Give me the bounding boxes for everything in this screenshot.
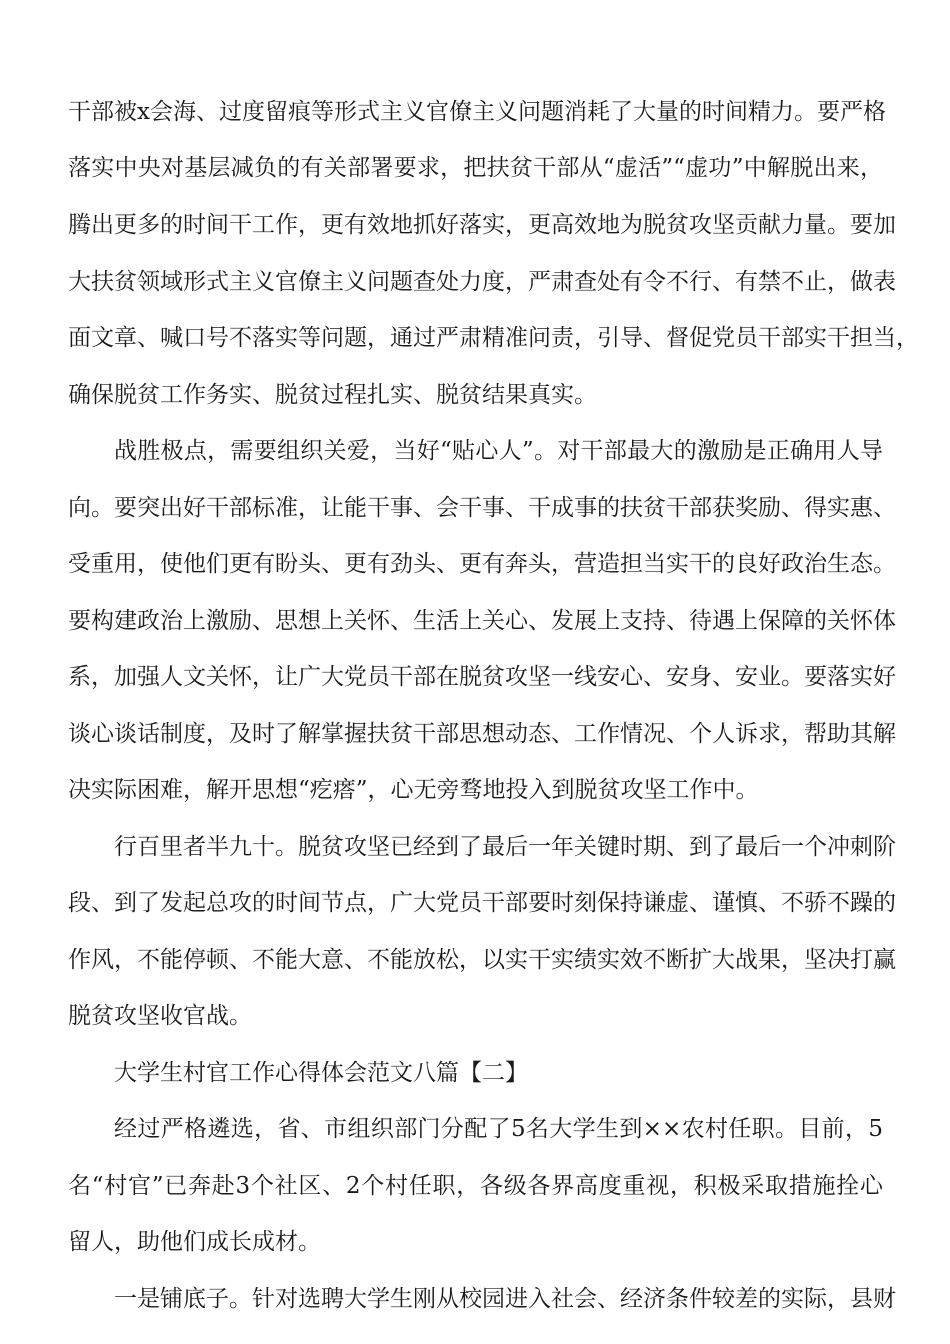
paragraph-2-line-6: 谈心谈话制度，及时了解掌握扶贫干部思想动态、工作情况、个人诉求，帮助其解 bbox=[68, 721, 896, 747]
paragraph-3-line-4: 脱贫攻坚收官战。 bbox=[68, 1003, 252, 1029]
section-heading: 大学生村官工作心得体会范文八篇【二】 bbox=[114, 1060, 528, 1086]
paragraph-4-line-1: 经过严格遴选，省、市组织部门分配了5名大学生到××农村任职。目前，5 bbox=[114, 1116, 883, 1142]
paragraph-2-line-2: 向。要突出好干部标准，让能干事、会干事、干成事的扶贫干部获奖励、得实惠、 bbox=[68, 495, 896, 521]
paragraph-2-line-4: 要构建政治上激励、思想上关怀、生活上关心、发展上支持、待遇上保障的关怀体 bbox=[68, 608, 896, 634]
paragraph-2-line-5: 系，加强人文关怀，让广大党员干部在脱贫攻坚一线安心、安身、安业。要落实好 bbox=[68, 664, 896, 690]
paragraph-5-line-1: 一是铺底子。针对选聘大学生刚从校园进入社会、经济条件较差的实际，县财 bbox=[114, 1286, 896, 1312]
paragraph-3-line-3: 作风，不能停顿、不能大意、不能放松，以实干实绩实效不断扩大战果，坚决打赢 bbox=[68, 947, 896, 973]
paragraph-1-line-1: 干部被x会海、过度留痕等形式主义官僚主义问题消耗了大量的时间精力。要严格 bbox=[68, 99, 886, 125]
paragraph-1-line-5: 面文章、喊口号不落实等问题，通过严肃精准问责，引导、督促党员干部实干担当， bbox=[68, 325, 919, 351]
paragraph-2-line-3: 受重用，使他们更有盼头、更有劲头、更有奔头，营造担当实干的良好政治生态。 bbox=[68, 551, 896, 577]
paragraph-1-line-4: 大扶贫领域形式主义官僚主义问题查处力度，严肃查处有令不行、有禁不止，做表 bbox=[68, 269, 896, 295]
paragraph-2-line-7: 决实际困难，解开思想“疙瘩”，心无旁骛地投入到脱贫攻坚工作中。 bbox=[68, 777, 759, 803]
paragraph-3-line-1: 行百里者半九十。脱贫攻坚已经到了最后一年关键时期、到了最后一个冲刺阶 bbox=[114, 834, 896, 860]
paragraph-4-line-2: 名“村官”已奔赴3个社区、2个村任职，各级各界高度重视，积极采取措施拴心 bbox=[68, 1173, 883, 1199]
paragraph-1-line-2: 落实中央对基层减负的有关部署要求，把扶贫干部从“虚活”“虚功”中解脱出来， bbox=[68, 155, 883, 181]
paragraph-1-line-3: 腾出更多的时间干工作，更有效地抓好落实，更高效地为脱贫攻坚贡献力量。要加 bbox=[68, 212, 896, 238]
paragraph-2-line-1: 战胜极点，需要组织关爱，当好“贴心人”。对干部最大的激励是正确用人导 bbox=[114, 438, 883, 464]
paragraph-3-line-2: 段、到了发起总攻的时间节点，广大党员干部要时刻保持谦虚、谨慎、不骄不躁的 bbox=[68, 890, 896, 916]
paragraph-1-line-6: 确保脱贫工作务实、脱贫过程扎实、脱贫结果真实。 bbox=[68, 382, 597, 408]
paragraph-4-line-3: 留人，助他们成长成材。 bbox=[68, 1229, 321, 1255]
